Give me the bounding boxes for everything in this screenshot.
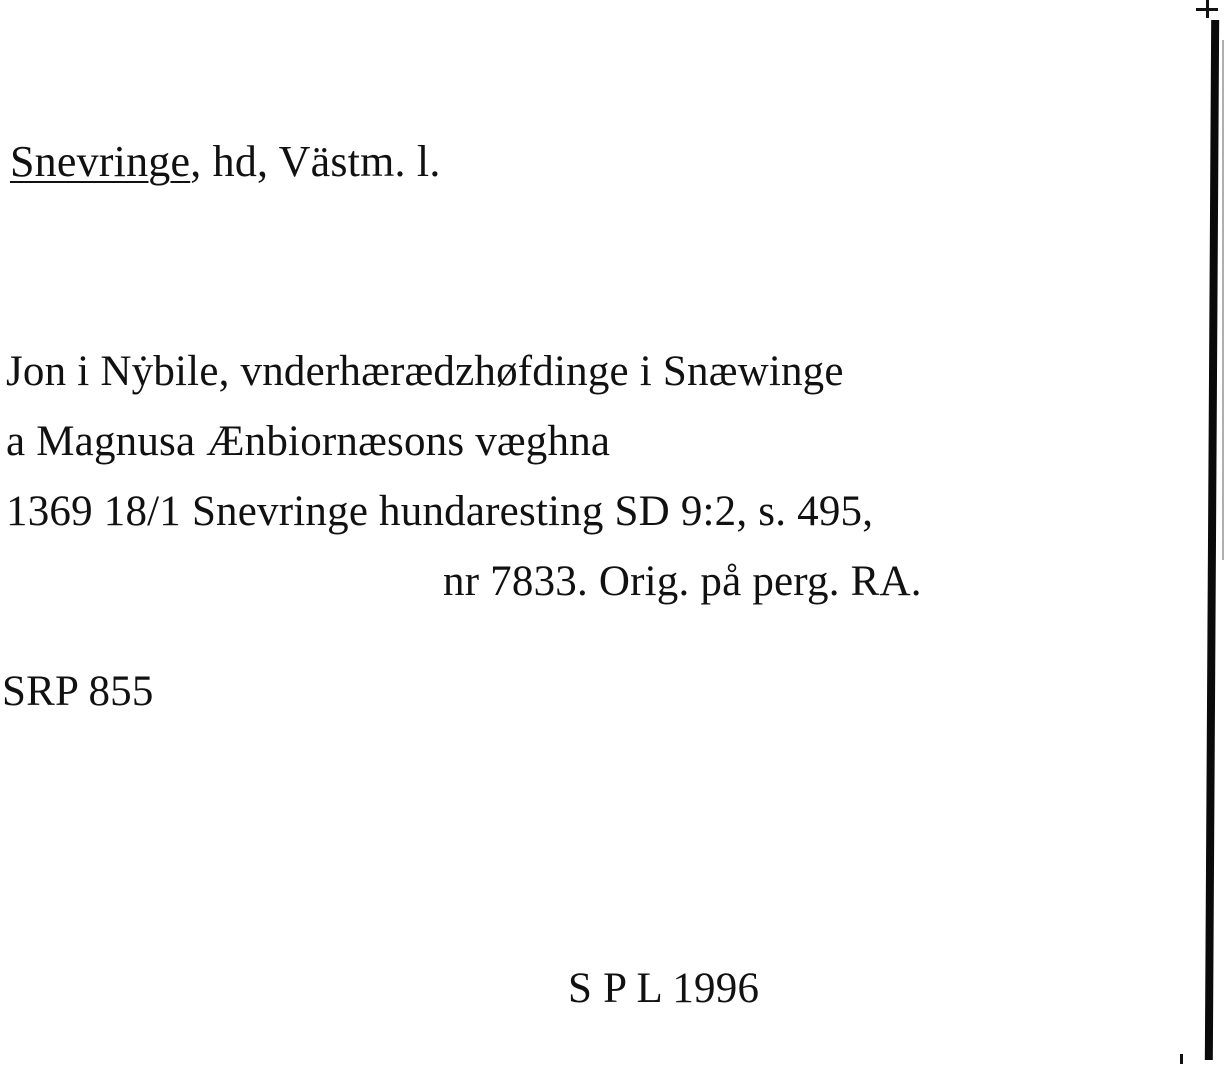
entry-line-4: nr 7833. Orig. på perg. RA. xyxy=(443,558,922,605)
scan-edge-shadow xyxy=(1222,40,1224,560)
scan-edge-line xyxy=(1205,20,1219,1060)
reference-code: SRP 855 xyxy=(2,668,154,715)
entry-line-1: Jon i Nẏbile, vnderhærædzhøfdinge i Snæwinge xyxy=(6,348,844,395)
place-description: , hd, Västm. l. xyxy=(190,137,441,186)
signature-year: S P L 1996 xyxy=(568,965,760,1012)
scan-tick-mark xyxy=(1180,1054,1183,1064)
card-heading xyxy=(10,137,441,186)
crop-mark-icon xyxy=(1196,0,1220,18)
entry-line-2: a Magnusa Ænbiornæsons væghna xyxy=(6,418,611,465)
entry-line-3: 1369 18/1 Snevringe hundaresting SD 9:2, s. 495, xyxy=(6,488,874,535)
place-name: Snevringe xyxy=(10,137,191,186)
